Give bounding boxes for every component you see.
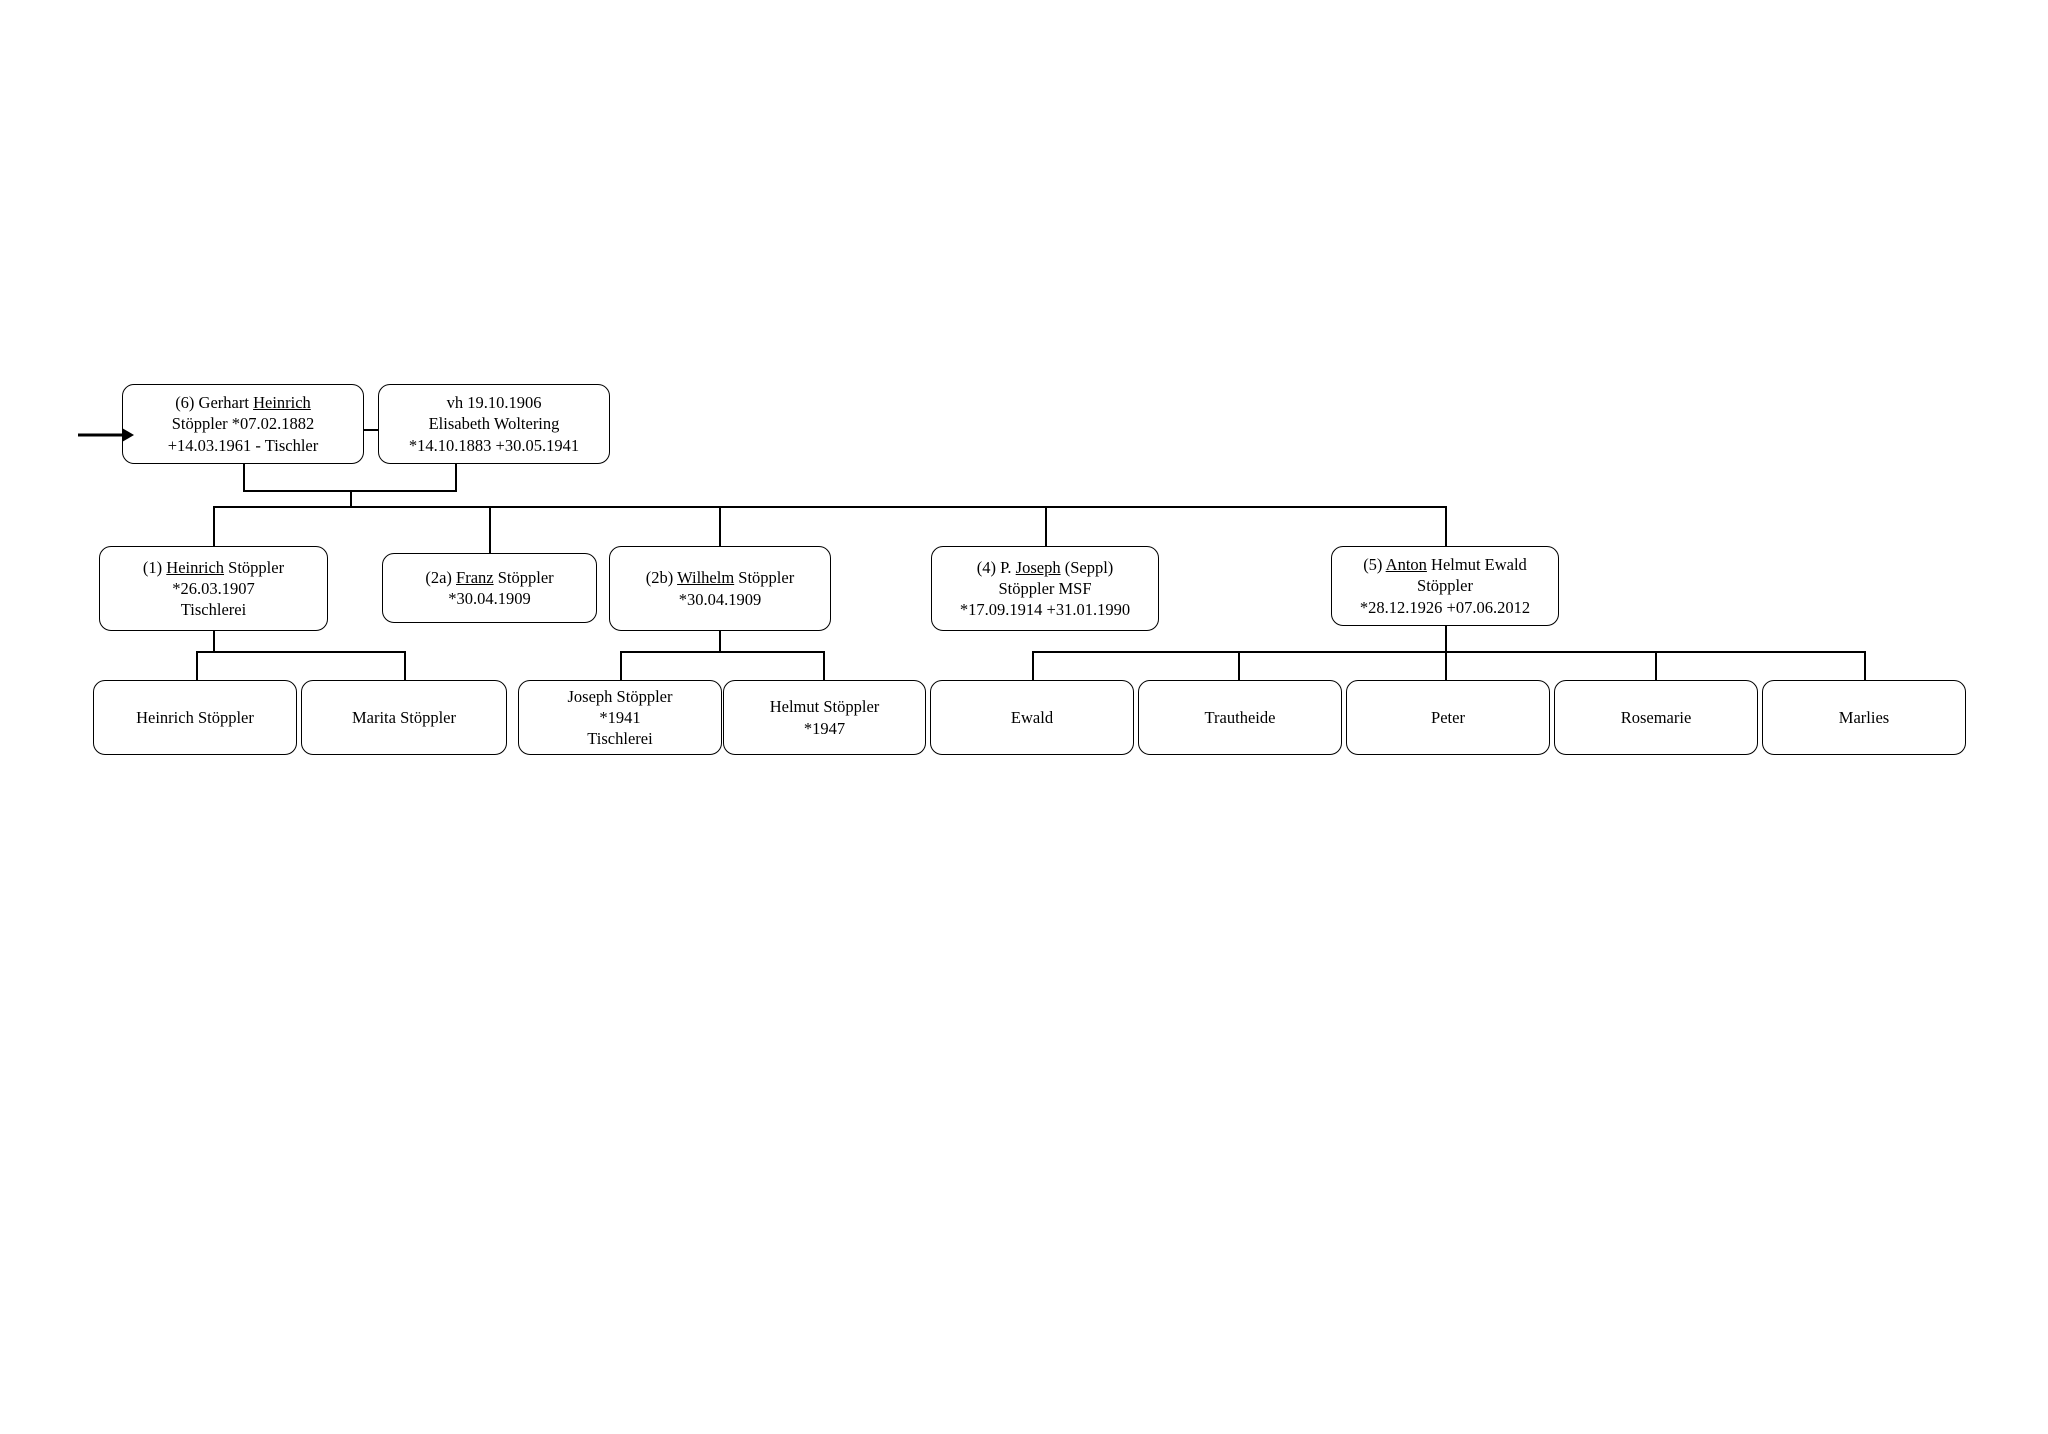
node-line: (2b) Wilhelm Stöppler [645, 568, 795, 588]
connector-anton-child-ewald [1032, 651, 1034, 681]
connector-anton-child-trautheide [1238, 651, 1240, 681]
node-line: *26.03.1907 [172, 578, 255, 598]
node-trautheide[interactable] [1138, 680, 1342, 755]
connector-heinrich-child2 [404, 651, 406, 681]
node-line: Joseph Stöppler [567, 686, 673, 706]
node-line: Peter [1431, 707, 1465, 727]
node-line: Stöppler *07.02.1882 [171, 414, 315, 434]
node-line: (1) Heinrich Stöppler [142, 557, 285, 577]
connector-gen2-wilhelm [719, 506, 721, 546]
node-line: +14.03.1961 - Tischler [167, 435, 319, 455]
connector-gen2-franz [489, 506, 491, 553]
node-line: *17.09.1914 +31.01.1990 [959, 600, 1131, 620]
node-line: *14.10.1883 +30.05.1941 [408, 435, 580, 455]
connector-gen2-anton [1445, 506, 1447, 546]
node-gerhart-stoeppler[interactable] [122, 384, 364, 464]
connector-anton-child-marlies [1864, 651, 1866, 681]
node-line: Stöppler MSF [998, 578, 1092, 598]
node-heinrich-stoeppler-child[interactable] [93, 680, 297, 755]
connector-drop-gerhart [243, 463, 245, 491]
node-elisabeth-woltering[interactable] [378, 384, 610, 464]
node-line: Trautheide [1204, 707, 1276, 727]
node-peter[interactable] [1346, 680, 1550, 755]
connector-wilhelm-stem [719, 631, 721, 653]
connector-wilhelm-child1 [620, 651, 622, 681]
connector-heinrich-bus [196, 651, 406, 653]
node-line: *1947 [803, 718, 846, 738]
node-line: Stöppler [1417, 576, 1473, 596]
node-line: Tischlerei [587, 729, 653, 749]
node-ewald[interactable] [930, 680, 1134, 755]
connector-anton-child-rosemarie [1655, 651, 1657, 681]
node-wilhelm-stoeppler-2b[interactable] [609, 546, 831, 631]
node-line: Rosemarie [1620, 707, 1692, 727]
node-line: Tischlerei [180, 600, 247, 620]
connector-couple-stem [350, 490, 352, 507]
connector-drop-elisabeth [455, 463, 457, 491]
node-line: *30.04.1909 [678, 589, 762, 609]
connector-heinrich-child1 [196, 651, 198, 681]
node-line: (6) Gerhart Heinrich [175, 393, 311, 413]
node-anton-stoeppler-5[interactable] [1331, 546, 1559, 626]
node-line: (2a) Franz Stöppler [425, 567, 554, 587]
connector-anton-stem [1445, 624, 1447, 653]
entry-arrow-icon [78, 425, 134, 450]
node-franz-stoeppler-2a[interactable] [382, 553, 597, 623]
connector-gen2-bus [213, 506, 1447, 508]
node-marlies[interactable] [1762, 680, 1966, 755]
node-line: Heinrich Stöppler [136, 707, 254, 727]
connector-heinrich-stem [213, 631, 215, 653]
node-line: (4) P. Joseph (Seppl) [976, 557, 1114, 577]
connector-gen2-heinrich [213, 506, 215, 546]
connector-gen2-joseph [1045, 506, 1047, 546]
node-joseph-stoeppler-child[interactable] [518, 680, 722, 755]
node-line: *1941 [599, 707, 641, 727]
node-heinrich-stoeppler-1[interactable] [99, 546, 328, 631]
node-joseph-stoeppler-4[interactable] [931, 546, 1159, 631]
node-line: vh 19.10.1906 [446, 393, 542, 413]
node-line: Marlies [1838, 707, 1890, 727]
node-helmut-stoeppler[interactable] [723, 680, 926, 755]
node-line: Ewald [1010, 707, 1054, 727]
node-line: Marita Stöppler [351, 707, 457, 727]
node-rosemarie[interactable] [1554, 680, 1758, 755]
connector-anton-child-peter [1445, 651, 1447, 681]
node-line: *28.12.1926 +07.06.2012 [1359, 597, 1531, 617]
node-line: Elisabeth Woltering [428, 414, 560, 434]
node-line: (5) Anton Helmut Ewald [1363, 555, 1527, 575]
node-line: *30.04.1909 [448, 589, 531, 608]
node-marita-stoeppler[interactable] [301, 680, 507, 755]
connector-anton-bus [1032, 651, 1866, 653]
connector-wilhelm-bus [620, 651, 825, 653]
connector-wilhelm-child2 [823, 651, 825, 681]
node-line: Helmut Stöppler [769, 697, 880, 717]
